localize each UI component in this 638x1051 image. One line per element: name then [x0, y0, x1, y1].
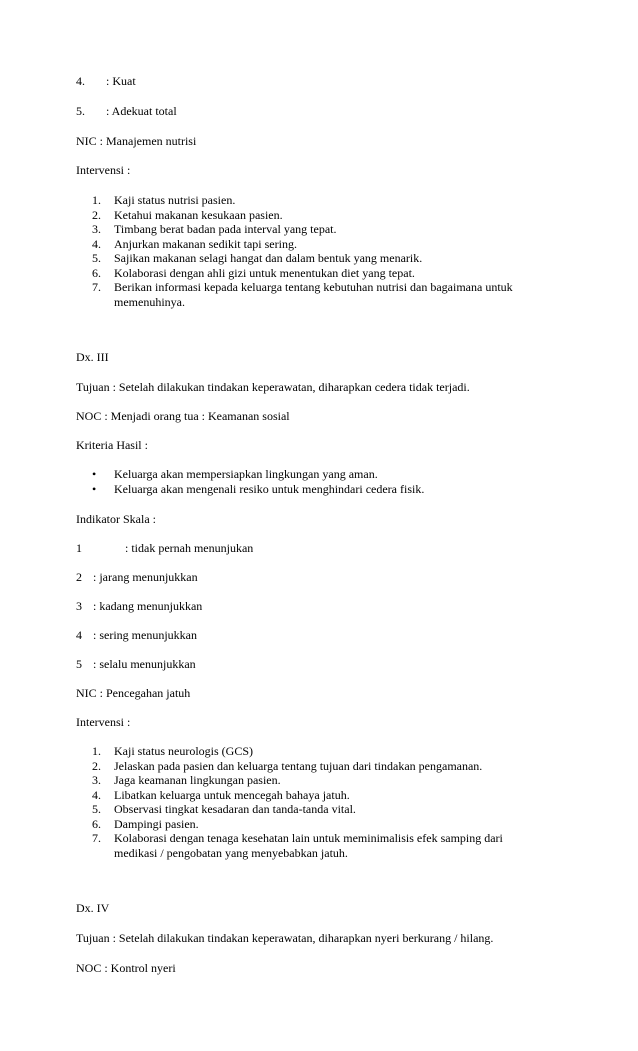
skala-row: 1 : tidak pernah menunjukan [76, 541, 254, 555]
dx4-heading: Dx. IV [76, 901, 110, 915]
scale-item-4 [76, 74, 136, 88]
skala-row: 4 : sering menunjukkan [76, 628, 197, 642]
skala-row: 5 : selalu menunjukkan [76, 657, 196, 671]
dx4-noc: NOC : Kontrol nyeri [76, 961, 176, 975]
document-page: 4. : Kuat 5. : Adekuat total NIC : Manajemen nutrisi Intervensi : 1. Kaji status nutrisi pasien. 2. Ketahui makanan kesukaan pasien. 3. Timbang berat badan pada interval yang tepat. 4. Anjurkan makanan sedikit tapi sering. 5. Sajikan makanan selagi hangat dan dalam bentuk yang menarik. 6. Kolaborasi dengan ahli gizi untuk menentukan diet yang tepat. 7. Berikan informasi kepada keluarga tentang kebutuhan nutrisi dan bagaimana untuk memenuhinya. Dx. III Tujuan : Setelah dilakukan tindakan keperawatan, diharapkan cedera tidak terjadi. NOC : Menjadi orang tua : Keamanan sosial Kriteria Hasil : • Keluarga akan mempersiapkan lingkungan yang aman. • Keluarga akan mengenali resiko untuk menghindari cedera fisik. Indikator Skala : 1 : tidak pernah menunjukan 2 : jarang menunjukkan 3 : kadang menunjukkan 4 : sering menunjukkan 5 : selalu menunjukkan NIC : Pencegahan jatuh Intervensi : 1. Kaji status neurologis (GCS) 2. Jelaskan pada pasien dan keluarga tentang tujuan dari tindakan pengamanan. 3. Jaga keamanan lingkungan pasien. 4. Libatkan keluarga untuk mencegah bahaya jatuh. 5. Observasi tingkat kesadaran dan tanda-tanda vital. 6. Dampingi pasien. 7. Kolaborasi dengan tenaga kesehatan lain untuk meminimalisis efek samping dari medikasi / pengobatan yang menyebabkan jatuh. Dx. IV Tujuan : Setelah dilakukan tindakan keperawatan, diharapkan nyeri berkurang / hilang. NOC : Kontrol nyeri [76, 74, 513, 975]
scale-number: 5. [76, 104, 85, 118]
bullet: • [92, 467, 97, 481]
intervensi-heading: Intervensi : [76, 715, 131, 729]
nic-jatuh: NIC : Pencegahan jatuh [76, 686, 191, 700]
intervensi-heading: Intervensi : [76, 163, 131, 177]
skala-row: 3 : kadang menunjukkan [76, 599, 203, 613]
nic-nutrisi: NIC : Manajemen nutrisi [76, 134, 197, 148]
scale-label: : Kuat [106, 74, 136, 88]
bullet: • [92, 482, 97, 496]
indikator-heading: Indikator Skala : [76, 512, 156, 526]
dx3-tujuan: Tujuan : Setelah dilakukan tindakan keperawatan, diharapkan cedera tidak terjadi. [76, 380, 470, 394]
skala-row: 2 : jarang menunjukkan [76, 570, 198, 584]
dx3-heading: Dx. III [76, 350, 109, 364]
dx3-noc: NOC : Menjadi orang tua : Keamanan sosial [76, 409, 290, 423]
scale-item-5 [76, 104, 177, 118]
dx4-tujuan: Tujuan : Setelah dilakukan tindakan keperawatan, diharapkan nyeri berkurang / hilang. [76, 931, 494, 945]
scale-number: 4. [76, 74, 85, 88]
scale-label: : Adekuat total [106, 104, 177, 118]
kriteria-heading: Kriteria Hasil : [76, 438, 148, 452]
